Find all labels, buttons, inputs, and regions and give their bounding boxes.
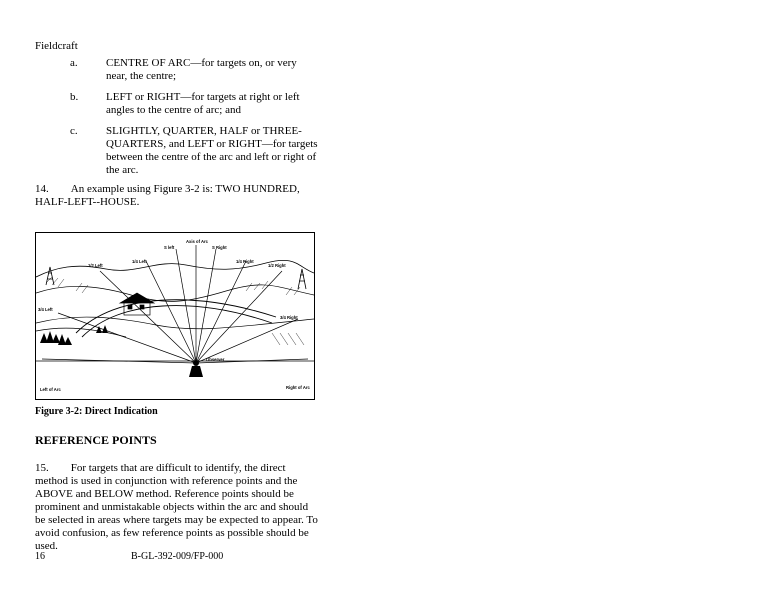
running-header: Fieldcraft [35,40,78,52]
paragraph-text: For targets that are difficult to identify, the direct method is used in conjunction with reference points and the ABOVE and BELOW method. Reference points should be prominent and unmistakable objects within the arc and should be selected in areas where targets may be expected to appear. To avoid confusion, as few reference points as possible should be used. [35,462,318,552]
figure-caption: Figure 3-2: Direct Indication [35,406,158,417]
list-item-b [70,91,330,117]
list-item-a [70,57,330,83]
quarter-right-label: 1/4 Right [236,259,254,264]
list-letter: a. [70,57,78,69]
quarter-left-label: 1/4 Left [132,259,147,264]
paragraph-text: An example using Figure 3-2 is: TWO HUNDRED, HALF-LEFT--HOUSE. [35,183,300,208]
list-letter: b. [70,91,79,103]
list-text: SLIGHTLY, QUARTER, HALF or THREE-QUARTERS, and LEFT or RIGHT—for targets between the centre of the arc and left or right of the arc. [106,125,318,176]
list-letter: c. [70,125,78,137]
paragraph-15 [35,462,319,553]
landscape-illustration [36,233,314,399]
list-text: LEFT or RIGHT—for targets at right or left angles to the centre of arc; and [106,91,300,116]
slight-left-label: S left [164,245,175,250]
axis-of-arc-label: Axis of Arc [186,239,208,244]
half-right-label: 1/2 Right [268,263,286,268]
page-number: 16 [35,551,45,562]
paragraph-number: 14. [35,183,49,195]
three-quarter-right-label: 3/4 Right [280,315,298,320]
section-heading: REFERENCE POINTS [35,433,157,447]
paragraph-14 [35,183,310,209]
list-text: CENTRE OF ARC—for targets on, or very near, the centre; [106,57,297,82]
slight-right-label: S Right [212,245,227,250]
list-item-c [70,125,330,177]
figure-direct-indication [35,232,315,400]
three-quarter-left-label: 3/4 Left [38,307,53,312]
observer-label: Observer [206,357,225,362]
right-of-arc-label: Right of Arc [286,385,310,390]
document-id: B-GL-392-009/FP-000 [131,551,224,562]
left-of-arc-label: Left of Arc [40,387,61,392]
half-left-label: 1/2 Left [88,263,103,268]
paragraph-number: 15. [35,462,49,474]
